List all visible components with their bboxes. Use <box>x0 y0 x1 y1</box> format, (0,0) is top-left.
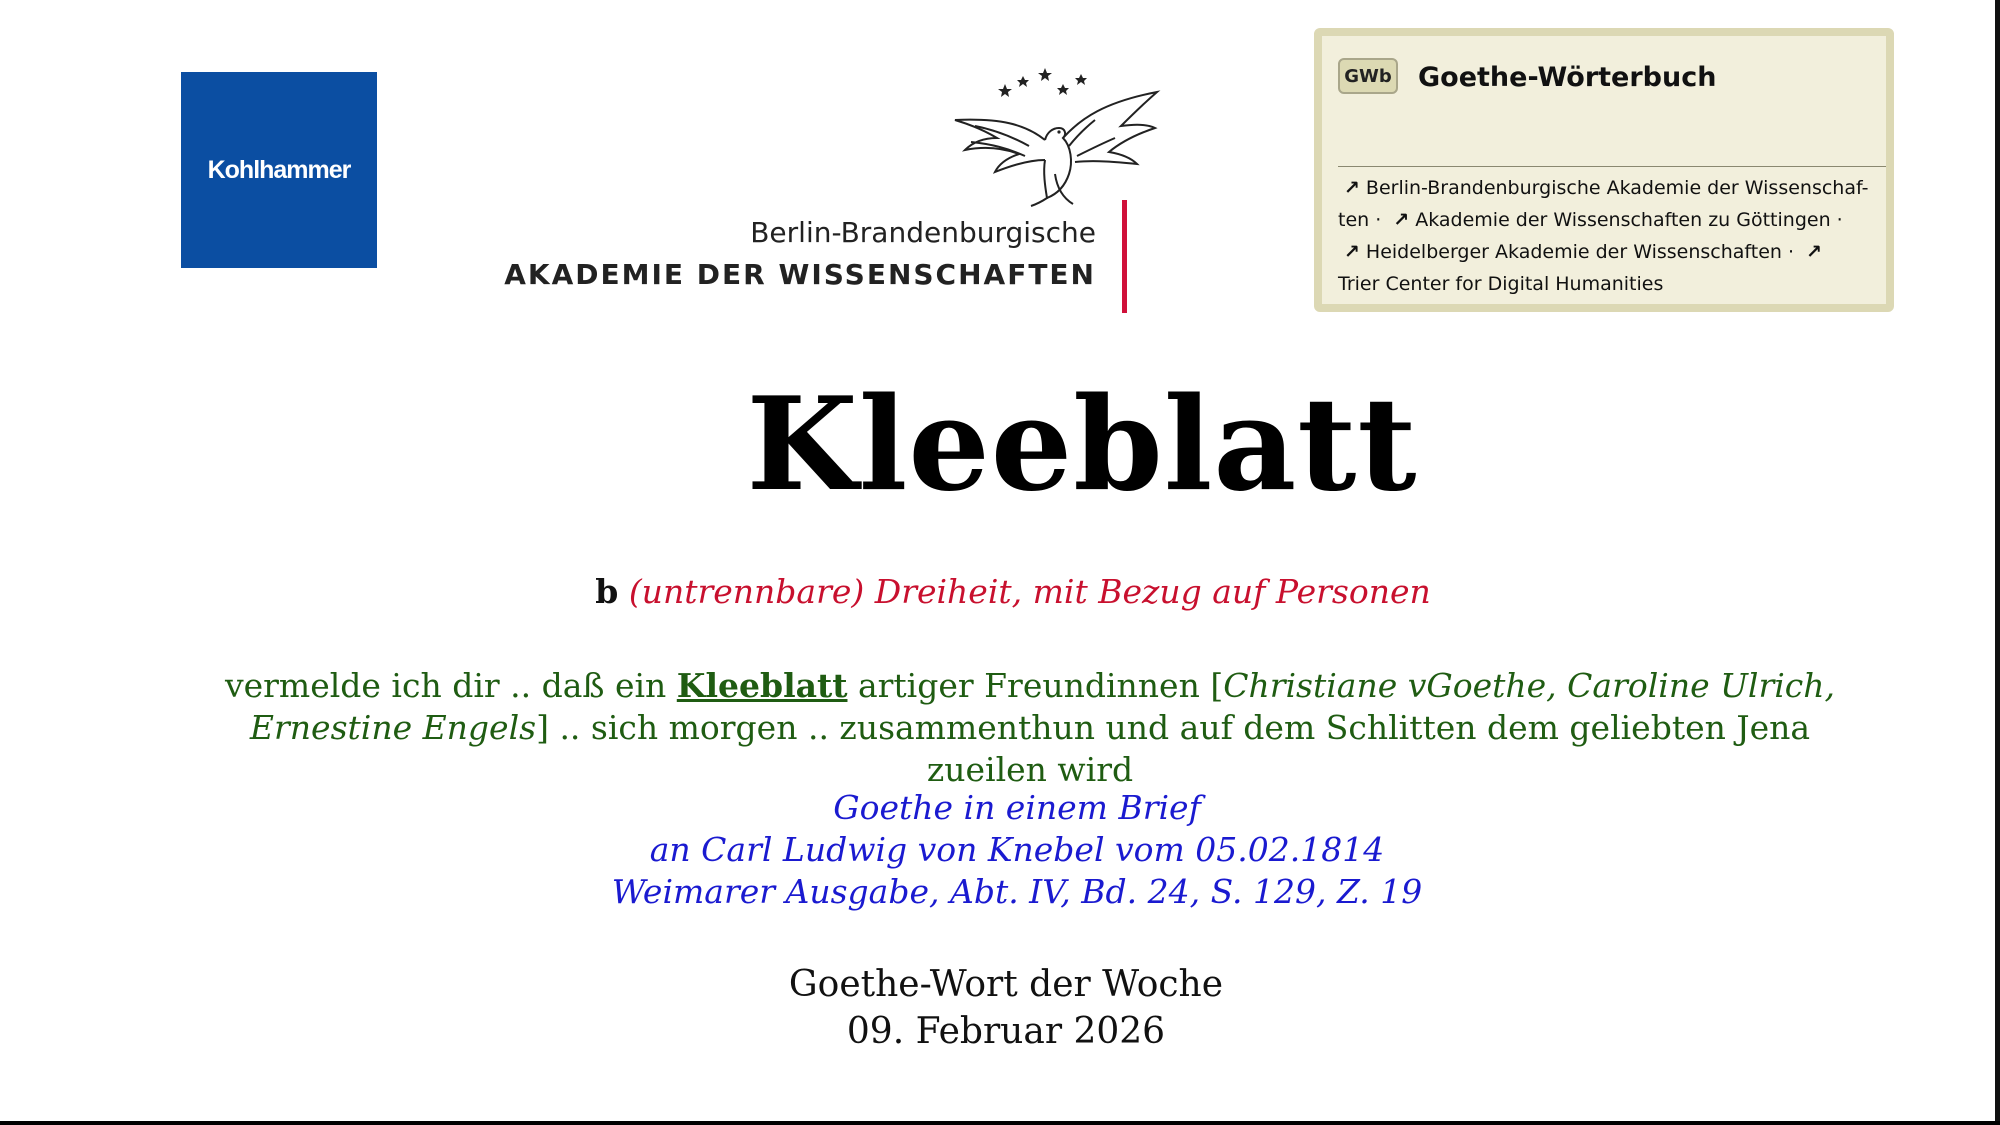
bbaw-red-bar <box>1122 200 1127 313</box>
frame-right-edge <box>1995 0 2000 1125</box>
link-goettingen[interactable]: Akademie der Wissenschaften zu Göttingen · <box>1415 209 1843 231</box>
arrow-up-right-icon: ↗ <box>1344 177 1360 199</box>
source-line2: an Carl Ludwig von Knebel vom 05.02.1814 <box>649 830 1385 869</box>
citation-source <box>0 787 2000 913</box>
sense-line <box>0 572 2000 611</box>
quote-part2: artiger Freundinnen [ <box>847 666 1224 705</box>
bbaw-name-line1: Berlin-Brandenburgische <box>750 216 1096 249</box>
gwb-divider <box>1338 166 1886 167</box>
headword <box>0 370 2000 520</box>
citation-quote <box>195 665 1865 791</box>
quote-part1: vermelde ich dir .. daß ein <box>224 666 677 705</box>
arrow-up-right-icon: ↗ <box>1806 241 1823 263</box>
gwb-title: Goethe-Wörterbuch <box>1418 62 1717 93</box>
link-trier[interactable]: Trier Center for Digital Humanities <box>1338 273 1664 295</box>
gwb-info-box <box>1314 28 1894 312</box>
quote-names: Christiane vGoethe, Caroline Ulrich, Ernestine Engels <box>249 666 1836 747</box>
frame-bottom-edge <box>0 1121 2000 1125</box>
quote-keyword: Kleeblatt <box>676 666 848 705</box>
arrow-up-right-icon: ↗ <box>1393 209 1410 231</box>
gwb-partner-links <box>1338 172 1893 300</box>
eagle-icon <box>945 62 1165 208</box>
source-line3: Weimarer Ausgabe, Abt. IV, Bd. 24, S. 129, Z. 19 <box>611 872 1423 911</box>
link-bbaw[interactable]: Berlin-Brandenburgische Akademie der Wissenschaf- <box>1365 177 1869 199</box>
source-line1: Goethe in einem Brief <box>833 788 1201 827</box>
arrow-up-right-icon: ↗ <box>1344 241 1360 263</box>
kohlhammer-logo-text: Kohlhammer <box>207 155 351 184</box>
footer <box>0 961 2000 1055</box>
link-bbaw-cont[interactable]: ten · <box>1338 209 1382 231</box>
quote-part3: ] .. sich morgen .. zusammenthun und auf dem Schlitten dem geliebten Jena zueilen wird <box>536 708 1811 789</box>
gwb-badge: GWb <box>1338 58 1398 94</box>
kohlhammer-logo <box>181 72 377 268</box>
link-heidelberg[interactable]: Heidelberger Akademie der Wissenschaften · <box>1365 241 1795 263</box>
footer-series: Goethe-Wort der Woche <box>788 964 1224 1005</box>
sense-definition: (untrennbare) Dreiheit, mit Bezug auf Personen <box>628 572 1431 611</box>
sense-mark: b <box>595 572 619 611</box>
bbaw-name-line2: AKADEMIE DER WISSENSCHAFTEN <box>504 258 1096 291</box>
headword-text: Kleeblatt <box>746 370 1418 520</box>
footer-date: 09. Februar 2026 <box>846 1011 1166 1052</box>
